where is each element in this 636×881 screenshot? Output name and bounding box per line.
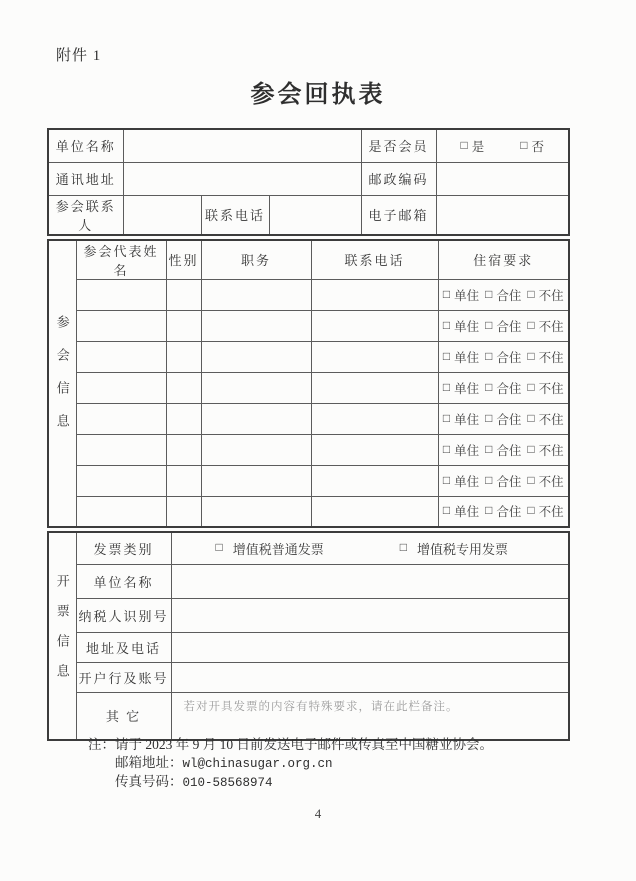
participant-row bbox=[48, 310, 569, 341]
lodging-none-option[interactable] bbox=[527, 317, 563, 335]
lodging-shared-option[interactable] bbox=[485, 441, 521, 459]
participant-row bbox=[48, 496, 569, 527]
lodging-single-option[interactable] bbox=[443, 441, 479, 459]
participant-row bbox=[48, 403, 569, 434]
participants-header-row bbox=[48, 240, 569, 280]
lodging-single-label: 单住 bbox=[454, 319, 480, 334]
participant-row bbox=[48, 372, 569, 403]
lodging-single-label: 单住 bbox=[454, 443, 480, 458]
participant-name-input-cell[interactable] bbox=[76, 465, 166, 496]
lodging-single-option[interactable] bbox=[443, 472, 479, 490]
invoice-type-label: 发票类别 bbox=[76, 532, 171, 564]
lodging-single-label: 单住 bbox=[454, 288, 480, 303]
col-header-name: 参会代表姓名 bbox=[76, 240, 166, 280]
participant-row bbox=[48, 341, 569, 372]
checkbox-icon: □ bbox=[399, 540, 408, 555]
checkbox-icon: □ bbox=[520, 137, 528, 152]
lodging-single-option[interactable] bbox=[443, 410, 479, 428]
participant-gender-input-cell[interactable] bbox=[166, 372, 201, 403]
lodging-shared-label: 合住 bbox=[496, 350, 522, 365]
lodging-single-option[interactable] bbox=[443, 502, 479, 520]
invoice-unit-name-label: 单位名称 bbox=[76, 564, 171, 598]
lodging-single-option[interactable] bbox=[443, 348, 479, 366]
checkbox-icon: □ bbox=[442, 441, 451, 456]
participant-gender-input-cell[interactable] bbox=[166, 403, 201, 434]
participant-lodging-cell bbox=[438, 279, 569, 310]
checkbox-icon: □ bbox=[442, 472, 451, 487]
lodging-single-label: 单住 bbox=[454, 412, 480, 427]
lodging-shared-option[interactable] bbox=[485, 286, 521, 304]
postcode-input-cell[interactable] bbox=[436, 162, 569, 195]
col-header-position: 职务 bbox=[201, 240, 311, 280]
contact-row bbox=[48, 195, 569, 235]
lodging-single-label: 单住 bbox=[454, 505, 480, 520]
participants-section-cell bbox=[48, 240, 76, 528]
lodging-shared-option[interactable] bbox=[485, 502, 521, 520]
contact-phone-label: 联系电话 bbox=[201, 195, 269, 235]
participant-position-input-cell[interactable] bbox=[201, 403, 311, 434]
fax-note-value: 010-58568974 bbox=[182, 776, 273, 790]
participant-position-input-cell[interactable] bbox=[201, 310, 311, 341]
participant-lodging-cell bbox=[438, 310, 569, 341]
invoice-unit-name-input-cell[interactable] bbox=[171, 564, 569, 598]
unit-name-label: 单位名称 bbox=[48, 129, 123, 162]
participant-phone-input-cell[interactable] bbox=[311, 403, 438, 434]
checkbox-icon: □ bbox=[527, 379, 535, 394]
lodging-none-label: 不住 bbox=[538, 350, 564, 365]
participant-lodging-cell bbox=[438, 465, 569, 496]
col-header-gender: 性别 bbox=[166, 240, 201, 280]
participant-row bbox=[48, 434, 569, 465]
member-choice-cell bbox=[436, 129, 569, 162]
invoice-unit-name-row bbox=[48, 564, 569, 598]
lodging-shared-option[interactable] bbox=[485, 472, 521, 490]
checkbox-icon: □ bbox=[485, 503, 493, 518]
member-no-label: 否 bbox=[531, 139, 545, 154]
lodging-shared-label: 合住 bbox=[496, 443, 522, 458]
checkbox-icon: □ bbox=[442, 348, 451, 363]
unit-name-row bbox=[48, 129, 569, 162]
participant-name-input-cell[interactable] bbox=[76, 496, 166, 527]
lodging-shared-option[interactable] bbox=[485, 379, 521, 397]
participant-lodging-cell bbox=[438, 434, 569, 465]
participant-name-input-cell[interactable] bbox=[76, 279, 166, 310]
participant-name-input-cell[interactable] bbox=[76, 434, 166, 465]
fax-note-label: 传真号码： bbox=[115, 774, 183, 789]
invoice-address-input-cell[interactable] bbox=[171, 632, 569, 662]
participants-section-label: 参会信息 bbox=[54, 315, 70, 448]
participant-position-input-cell[interactable] bbox=[201, 279, 311, 310]
participant-row bbox=[48, 279, 569, 310]
email-input-cell[interactable] bbox=[436, 195, 569, 235]
lodging-single-option[interactable] bbox=[443, 379, 479, 397]
invoice-other-input-cell[interactable] bbox=[171, 692, 569, 740]
participant-gender-input-cell[interactable] bbox=[166, 341, 201, 372]
postcode-label: 邮政编码 bbox=[361, 162, 436, 195]
participants-table bbox=[47, 239, 570, 529]
invoice-type-choice-cell bbox=[171, 532, 569, 564]
address-label: 通讯地址 bbox=[48, 162, 123, 195]
checkbox-icon: □ bbox=[485, 348, 493, 363]
lodging-single-label: 单住 bbox=[454, 381, 480, 396]
unit-name-input-cell[interactable] bbox=[123, 129, 361, 162]
lodging-single-option[interactable] bbox=[443, 317, 479, 335]
invoice-type-row bbox=[48, 532, 569, 564]
checkbox-icon: □ bbox=[485, 379, 493, 394]
lodging-none-option[interactable] bbox=[527, 286, 563, 304]
member-yes-label: 是 bbox=[471, 139, 485, 154]
contact-input-cell[interactable] bbox=[123, 195, 201, 235]
member-yes-option[interactable] bbox=[461, 137, 485, 155]
note-line-deadline: 注：请于 2023 年 9 月 10 日前发送电子邮件或传真至中国糖业协会。 bbox=[88, 737, 493, 752]
lodging-shared-option[interactable] bbox=[485, 317, 521, 335]
checkbox-icon: □ bbox=[442, 503, 451, 518]
invoice-taxid-row bbox=[48, 598, 569, 632]
checkbox-icon: □ bbox=[527, 503, 535, 518]
participant-lodging-cell bbox=[438, 372, 569, 403]
participant-phone-input-cell[interactable] bbox=[311, 496, 438, 527]
invoice-bank-label: 开户行及账号 bbox=[76, 662, 171, 692]
email-note-label: 邮箱地址： bbox=[115, 755, 183, 770]
invoice-type-ordinary-option[interactable] bbox=[216, 539, 324, 558]
attachment-label: 附件 1 bbox=[56, 48, 102, 64]
lodging-shared-label: 合住 bbox=[496, 319, 522, 334]
footer-notes bbox=[88, 736, 493, 792]
checkbox-icon: □ bbox=[442, 317, 451, 332]
participant-phone-input-cell[interactable] bbox=[311, 341, 438, 372]
address-row bbox=[48, 162, 569, 195]
invoice-type-special-label: 增值税专用发票 bbox=[417, 541, 509, 557]
participant-phone-input-cell[interactable] bbox=[311, 434, 438, 465]
invoice-other-label: 其 它 bbox=[76, 692, 171, 740]
member-no-option[interactable] bbox=[520, 137, 544, 155]
lodging-single-label: 单住 bbox=[454, 474, 480, 489]
checkbox-icon: □ bbox=[442, 379, 451, 394]
lodging-shared-label: 合住 bbox=[496, 474, 522, 489]
participant-gender-input-cell[interactable] bbox=[166, 465, 201, 496]
invoice-bank-row bbox=[48, 662, 569, 692]
participant-name-input-cell[interactable] bbox=[76, 403, 166, 434]
participants-body bbox=[48, 240, 569, 528]
participant-position-input-cell[interactable] bbox=[201, 465, 311, 496]
invoice-other-row bbox=[48, 692, 569, 740]
email-label: 电子邮箱 bbox=[361, 195, 436, 235]
lodging-none-option[interactable] bbox=[527, 379, 563, 397]
participant-position-input-cell[interactable] bbox=[201, 496, 311, 527]
lodging-shared-label: 合住 bbox=[496, 505, 522, 520]
lodging-none-option[interactable] bbox=[527, 441, 563, 459]
invoice-bank-input-cell[interactable] bbox=[171, 662, 569, 692]
lodging-none-label: 不住 bbox=[538, 505, 564, 520]
invoice-address-row bbox=[48, 632, 569, 662]
checkbox-icon: □ bbox=[527, 348, 535, 363]
checkbox-icon: □ bbox=[442, 410, 451, 425]
lodging-none-option[interactable] bbox=[527, 472, 563, 490]
member-label: 是否会员 bbox=[361, 129, 436, 162]
address-input-cell[interactable] bbox=[123, 162, 361, 195]
lodging-none-label: 不住 bbox=[538, 381, 564, 396]
page-number: 4 bbox=[314, 806, 322, 821]
participant-name-input-cell[interactable] bbox=[76, 310, 166, 341]
lodging-single-label: 单住 bbox=[454, 350, 480, 365]
note-line-email bbox=[88, 754, 493, 773]
participant-phone-input-cell[interactable] bbox=[311, 279, 438, 310]
participant-lodging-cell bbox=[438, 403, 569, 434]
reply-form bbox=[47, 128, 568, 741]
participant-gender-input-cell[interactable] bbox=[166, 310, 201, 341]
checkbox-icon: □ bbox=[485, 441, 493, 456]
lodging-none-option[interactable] bbox=[527, 410, 563, 428]
checkbox-icon: □ bbox=[527, 286, 535, 301]
invoice-type-ordinary-label: 增值税普通发票 bbox=[232, 541, 324, 557]
invoice-table bbox=[47, 531, 570, 741]
participant-name-input-cell[interactable] bbox=[76, 372, 166, 403]
checkbox-icon: □ bbox=[527, 472, 535, 487]
checkbox-icon: □ bbox=[527, 441, 535, 456]
col-header-lodging: 住宿要求 bbox=[438, 240, 569, 280]
lodging-none-label: 不住 bbox=[538, 443, 564, 458]
checkbox-icon: □ bbox=[442, 286, 451, 301]
participant-lodging-cell bbox=[438, 341, 569, 372]
invoice-section-label: 开票信息 bbox=[54, 574, 70, 694]
contact-phone-input-cell[interactable] bbox=[269, 195, 361, 235]
checkbox-icon: □ bbox=[527, 410, 535, 425]
participant-gender-input-cell[interactable] bbox=[166, 279, 201, 310]
note-line-fax bbox=[88, 773, 493, 792]
participant-gender-input-cell[interactable] bbox=[166, 434, 201, 465]
invoice-taxid-label: 纳税人识别号 bbox=[76, 598, 171, 632]
lodging-none-option[interactable] bbox=[527, 348, 563, 366]
lodging-shared-label: 合住 bbox=[496, 381, 522, 396]
participant-lodging-cell bbox=[438, 496, 569, 527]
invoice-section-cell bbox=[48, 532, 76, 740]
lodging-none-label: 不住 bbox=[538, 319, 564, 334]
lodging-none-option[interactable] bbox=[527, 502, 563, 520]
page-title: 参会回执表 bbox=[250, 82, 386, 108]
participant-name-input-cell[interactable] bbox=[76, 341, 166, 372]
checkbox-icon: □ bbox=[485, 472, 493, 487]
invoice-taxid-input-cell[interactable] bbox=[171, 598, 569, 632]
participant-phone-input-cell[interactable] bbox=[311, 372, 438, 403]
checkbox-icon: □ bbox=[460, 137, 468, 152]
col-header-phone: 联系电话 bbox=[311, 240, 438, 280]
checkbox-icon: □ bbox=[215, 540, 223, 555]
contact-label: 参会联系人 bbox=[48, 195, 123, 235]
email-note-value: wl@chinasugar.org.cn bbox=[182, 757, 333, 771]
participant-position-input-cell[interactable] bbox=[201, 372, 311, 403]
checkbox-icon: □ bbox=[485, 286, 493, 301]
invoice-type-special-option[interactable] bbox=[400, 539, 508, 558]
lodging-shared-label: 合住 bbox=[496, 288, 522, 303]
participant-position-input-cell[interactable] bbox=[201, 341, 311, 372]
checkbox-icon: □ bbox=[527, 317, 535, 332]
participant-phone-input-cell[interactable] bbox=[311, 465, 438, 496]
lodging-none-label: 不住 bbox=[538, 412, 564, 427]
participant-row bbox=[48, 465, 569, 496]
lodging-none-label: 不住 bbox=[538, 474, 564, 489]
lodging-shared-option[interactable] bbox=[485, 410, 521, 428]
checkbox-icon: □ bbox=[485, 410, 493, 425]
lodging-shared-label: 合住 bbox=[496, 412, 522, 427]
checkbox-icon: □ bbox=[485, 317, 493, 332]
participant-position-input-cell[interactable] bbox=[201, 434, 311, 465]
invoice-address-label: 地址及电话 bbox=[76, 632, 171, 662]
participant-phone-input-cell[interactable] bbox=[311, 310, 438, 341]
lodging-none-label: 不住 bbox=[538, 288, 564, 303]
lodging-single-option[interactable] bbox=[443, 286, 479, 304]
invoice-other-hint: 若对开具发票的内容有特殊要求，请在此栏备注。 bbox=[183, 700, 459, 713]
lodging-shared-option[interactable] bbox=[485, 348, 521, 366]
top-info-table bbox=[47, 128, 570, 236]
participant-gender-input-cell[interactable] bbox=[166, 496, 201, 527]
